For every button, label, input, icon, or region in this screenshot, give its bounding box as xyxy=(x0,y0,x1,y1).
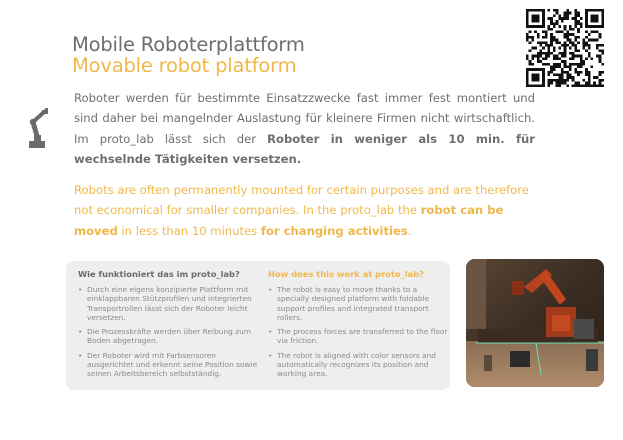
paragraph-english: Robots are often permanently mounted for certain purposes and are therefore not economical for smaller companies. In the proto_lab the robot can be moved in less than 10 minutes for changing activities. xyxy=(74,183,529,238)
robot-photo xyxy=(466,259,604,387)
title-english: Movable robot platform xyxy=(72,54,297,77)
info-heading-english: How does this work at proto_lab? xyxy=(268,269,424,279)
list-item: • Die Prozesskräfte werden über Reibung zum Boden abgetragen. xyxy=(78,327,258,346)
title-german: Mobile Roboterplattform xyxy=(72,33,305,56)
info-heading-german: Wie funktioniert das im proto_lab? xyxy=(78,269,240,279)
list-item: • The robot is aligned with color sensors and automatically recognizes its position and working area. xyxy=(268,351,448,379)
info-box xyxy=(66,261,450,390)
paragraph-german: Roboter werden für bestimmte Einsatzzwecke fast immer fest montiert und sind daher bei mangelnder Auslastung für kleinere Firmen nicht wirtschaftlich. Im proto_lab lässt sich der Roboter in weniger als 10 min. für wechselnde Tätigkeiten versetzen. xyxy=(74,91,535,166)
list-item: • The process forces are transferred to the floor via friction. xyxy=(268,327,448,346)
info-column-english xyxy=(268,269,448,384)
list-item: • The robot is easy to move thanks to a specially designed platform with foldable support profiles and integrated transport rollers. xyxy=(268,285,448,322)
list-item: • Der Roboter wird mit Farbsensoren ausgerichtet und erkennt seine Position sowie seinen Arbeitsbereich selbstständig. xyxy=(78,351,258,379)
info-column-german xyxy=(78,269,258,384)
qr-code-icon[interactable] xyxy=(526,9,604,87)
robot-arm-icon xyxy=(27,107,49,149)
list-item: • Durch eine eigens konzipierte Plattform mit einklappbaren Stützprofilen und integrierten Transportrollen lässt sich der Roboter leicht versetzen. xyxy=(78,285,258,322)
